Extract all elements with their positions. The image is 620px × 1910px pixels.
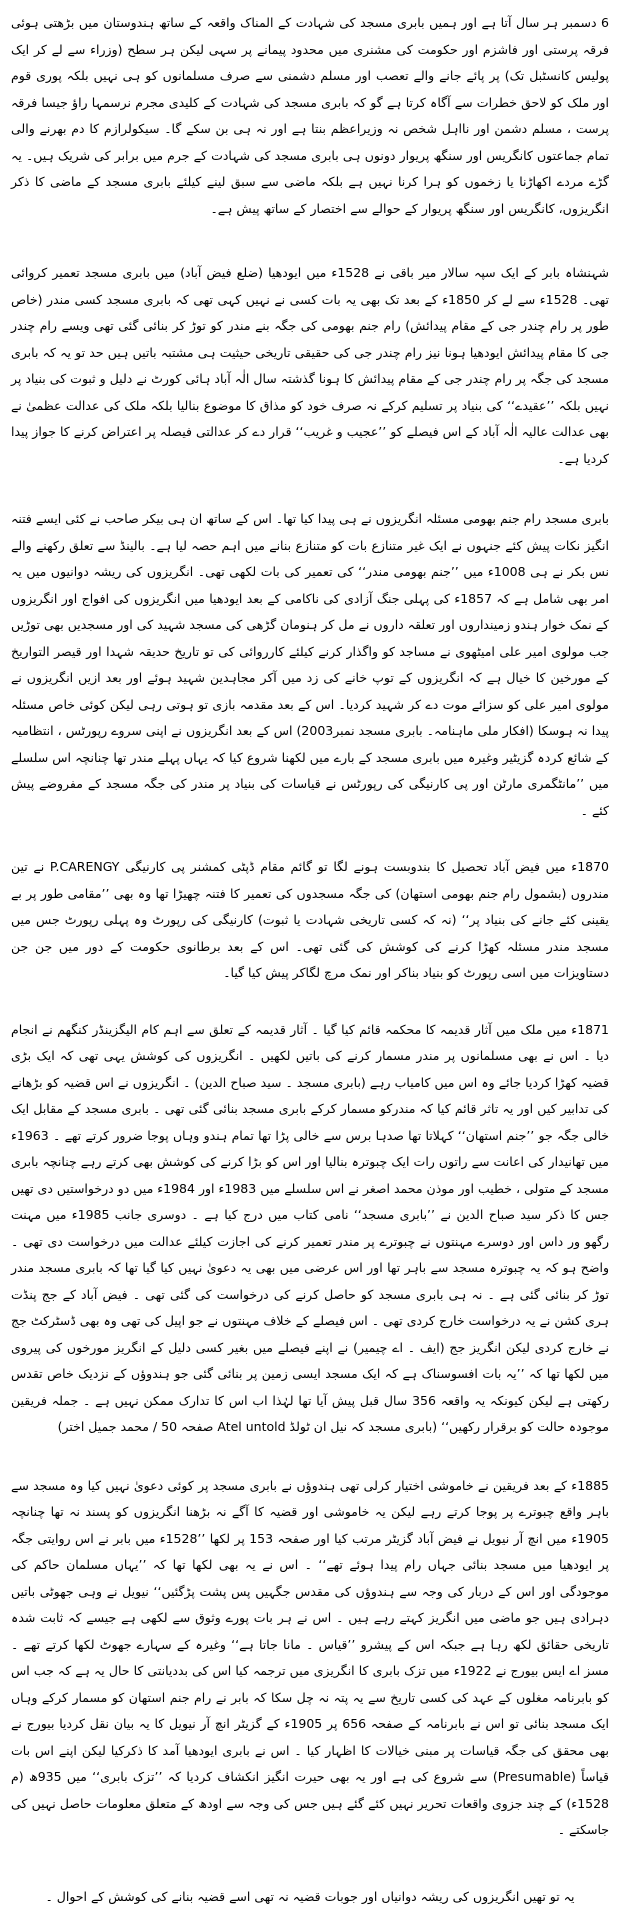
closing-line: یہ تو تھیں انگریزوں کی ریشہ دوانیاں اور جوبات قضیہ نہ تھی اسے قضیہ بنانے کی کوشش کے احوال ۔ (11, 1884, 609, 1910)
paragraph-1870-carnegy: 1870ء میں فیض آباد تحصیل کا بندوبست ہونے لگا تو گائم مقام ڈپٹی کمشنر پی کارنیگی P.CARENGY نے تین مندروں (بشمول رام جنم بھومی استھان) کی جگہ مسجدوں کی تعمیر کا فتنہ چھیڑا تھا وہ بھی ’’مقامی طور پر بے یقینی کئے جانے کی بنیاد پر‘‘ (نہ کہ کسی تاریخی شہادت یا ثبوت) کارنیگی کی رپورٹ وہ پہلی رپورٹ جس میں مسجد مندر مسئلہ کھڑا کرنے کی کوشش کی گئی تھی۔ اس کے بعد برطانوی حکومت کے دور میں جن جن دستاویزات میں اسی رپورٹ کو بنیاد بناکر اور نمک مرچ لگاکر پیش کیا گیا۔ (11, 854, 609, 987)
paragraph-1871-archaeology: 1871ء میں ملک میں آثار قدیمہ کا محکمہ قائم کیا گیا ۔ آثار قدیمہ کے تعلق سے اہم کام الیگزینڈر کنگھم نے انجام دیا ۔ اس نے بھی مسلمانوں پر مندر مسمار کرنے کی باتیں لکھیں ۔ انگریزوں کی کوشش یہی تھی کہ ایک بڑی قضیہ کھڑا کردیا جائے وہ اس میں کامیاب رہے (بابری مسجد ۔ سید صباح الدین) ۔ انگریزوں نے اس قضیہ کو بڑھانے کی تدابیر کیں اور یہ تاثر قائم کیا کہ مندرکو مسمار کرکے بابری مسجد بنائی گئی تھی ۔ بابری مسجد کے مقابل ایک خالی جگہ جو ’’جنم استھان‘‘ کہلاتا تھا صدہا برس سے خالی پڑا تھا تمام ہندو وہاں پوجا ضرور کرتے تھے ۔ 1963ء میں تھانیدار کی اعانت سے راتوں رات ایک چبوترہ بنالیا اور اس کو بڑا کرنے کی کوشش بھی کرتے رہے چنانچہ بابری مسجد کے متولی ، خطیب اور موذن محمد اصغر نے اس سلسلے میں 1983ء اور 1984ء میں دو درخواستیں دی تھیں جس کا ذکر سید صباح الدین نے ’’بابری مسجد‘‘ نامی کتاب میں درج کیا ہے ۔ دوسری جانب 1985ء میں مہنت رگھو ور داس اور دوسرے مہنتوں نے چبوترے پر مندر تعمیر کرنے کی اجازت کیلئے عدالت میں درخواست دی تھی ۔ واضح ہو کہ یہ چبوترہ مسجد سے باہر تھا اور اس عرضی میں بھی یہ دعویٰ نہیں کیا گیا تھا کہ بابری مسجد مندر توڑ کر بنائی گئی ہے ۔ نہ ہی بابری مسجد کو حاصل کرنے کی درخواست کی گئی تھی ۔ فیض آباد کے جج پنڈت ہری کشن نے یہ درخواست خارج کردی تھی ۔ اس فیصلے کے خلاف مہنتوں نے جو اپیل کی تھی وہ بھی ڈسٹرکٹ جج نے خارج کردی لیکن انگریز جج (ایف ۔ اے چیمیر) نے اپنے فیصلے میں بغیر کسی دلیل کے انگریز مورخوں کی پیروی میں لکھا تھا کہ ’’یہ بات افسوسناک ہے کہ ایک مسجد ایسی زمین پر بنائی گئی جو ہندوؤں کے نزدیک خاص تقدس رکھتی ہے لیکن کیونکہ یہ واقعہ 356 سال قبل پیش آیا تھا لہٰذا اب اس کا تدارک ممکن نہیں ہے ۔ جملہ فریقین موجودہ حالت کو برقرار رکھیں‘‘ (بابری مسجد کہ نیل ان ٹولڈ Atel untold صفحہ 50 / محمد جمیل اختر) (11, 1017, 609, 1441)
paragraph-1885-nevill: 1885ء کے بعد فریقین نے خاموشی اختیار کرلی تھی ہندوؤں نے بابری مسجد پر کوئی دعویٰ نہیں کیا وہ مسجد سے باہر واقع چبوترے پر پوجا کرتے رہے لیکن یہ خاموشی اور قضیہ کا آگے نہ بڑھنا انگریزوں کو پسند نہ تھا چنانچہ 1905ء میں انچ آر نیویل نے فیض آباد گزیٹر مرتب کیا اور صفحہ 153 پر لکھا ’’1528ء میں بابر نے اس روایتی جگہ پر ایودھیا میں مسجد بنائی جہاں رام پیدا ہوئے تھے‘‘ ۔ اس نے یہ بھی لکھا تھا کہ ’’یہاں مسلمان حاکم کی موجودگی اور اس کے دربار کی وجہ سے ہندوؤں کی مقدس جگہیں پس پشت پڑگئیں‘‘ نیویل نے وہی جھوٹی باتیں دہرادی ہیں جو ماضی میں انگریز کہتے رہے ہیں ۔ اس نے ہر بات پورے وثوق سے لکھی ہے جیسے کہ ثابت شدہ تاریخی حقائق لکھ رہا ہے جبکہ اس کے پیشرو ’’قیاس ۔ مانا جاتا ہے‘‘ وغیرہ کے سہارے جھوٹ لکھا کرتے تھے ۔ مسز اے ایس بیورج نے 1922ء میں تزک بابری کا انگریزی میں ترجمہ کیا اس کی بددیانتی کا حال یہ ہے کہ جب اس کو بابرنامہ مغلوں کے عہد کی کسی تاریخ سے یہ پتہ نہ چل سکا کہ بابر نے رام جنم استھان کو مسمار کرکے وہاں ایک مسجد بنائی تو اس نے بابرنامہ کے صفحہ 656 پر 1905ء کے گزیٹر انچ آر نیویل کا یہ بیان نقل کردیا بیورج نے بھی محقق کی جگہ قیاسات پر مبنی خیالات کا اظہار کیا ۔ اس نے بابری ایودھیا آمد کا ذکرکیا لیکن اپنے اس بات قیاساً (Presumable) سے شروع کی ہے اور یہ بھی حیرت انگیز انکشاف کردیا کہ ’’تزک بابری‘‘ میں 935ھ (م 1528ء) کے چند جزوی واقعات تحریر نہیں کئے گئے ہیں جس کی وجہ سے اودھ کے متعلق معلومات حاصل نہیں کی جاسکتے ۔ (11, 1473, 609, 1844)
paragraph-babur-mir-baqi: شہنشاہ بابر کے ایک سپہ سالار میر باقی نے 1528ء میں ایودھیا (ضلع فیض آباد) میں بابری مسجد تعمیر کروائی تھی۔ 1528ء سے لے کر 1850ء کے بعد تک بھی یہ بات کسی نے نہیں کہی تھی کہ بابری مسجد کسی مندر (خاص طور پر رام چندر جی کے مقام پیدائش) رام جنم بھومی کی جگہ بنے مندر کو توڑ کر بنائی گئی تھی ویسے رام چندر جی کا مقام پیدائش ایودھیا ہونا نیز رام چندر جی کی حقیقی تاریخی حیثیت ہی مشتبہ باتیں ہیں حد تو یہ کہ بابری مسجد کی جگہ پر رام چندر جی کے مقام پیدائش کا ہونا گذشتہ سال الٰہ آباد ہائی کورٹ نے دلیل و ثبوت کی بنیاد پر نہیں بلکہ ’’عقیدے‘‘ کی بنیاد پر تسلیم کرکے نہ صرف خود کو مذاق کا موضوع بنالیا بلکہ ملک کی عدالت عظمیٰ نے بھی عدالت عالیہ الٰہ آباد کے اس فیصلے کو ’’عجیب و غریب‘‘ قرار دے کر عدالتی فیصلہ پر اعتراض کرنے کا جواز پیدا کردیا ہے۔ (11, 260, 609, 472)
paragraph-intro-december-6: 6 دسمبر ہر سال آتا ہے اور ہمیں بابری مسجد کی شہادت کے المناک واقعہ کے ساتھ ہندوستان میں بڑھتی ہوئی فرقہ پرستی اور فاشزم اور حکومت کی مشنری میں محدود پیمانے پر سہی لیکن ہر سطح (وزراء سے لے کر ایک پولیس کانسٹبل تک) پر پائے جانے والے تعصب اور مسلم دشمنی سے صرف مسلمانوں کو ہی نہیں بلکہ پوری قوم اور ملک کو لاحق خطرات سے آگاہ کرتا ہے گو کہ بابری مسجد کی شہادت کے کلیدی مجرم نرسمہا راؤ جیسا فرقہ پرست ، مسلم دشمن اور نااہل شخص نہ وزیراعظم بنتا ہے اور نہ ہی بن سکے گا۔ سیکولرازم کا دم بھرنے والی تمام جماعتوں کانگریس اور سنگھ پریوار دونوں ہی بابری مسجد کی شہادت کے جرم میں برابر کی شریک ہیں۔ یہ گڑے مردے اکھاڑنا یا زخموں کو ہرا کرنا نہیں ہے بلکہ ماضی سے سبق لینے کیلئے بابری مسجد کے ماضی کا ذکر انگریزوں، کانگریس اور سنگھ پریوار کے حوالے سے اختصار کے ساتھ پیش ہے۔ (11, 10, 609, 222)
paragraph-british-role: بابری مسجد رام جنم بھومی مسئلہ انگریزوں نے ہی پیدا کیا تھا۔ اس کے ساتھ ان ہی بیکر صاحب نے کئی ایسے فتنہ انگیز نکات پیش کئے جنہوں نے ایک غیر متنازع بات کو متنازع بنانے میں اہم حصہ لیا ہے۔ بالینڈ سے تعلق رکھنے والے نس بکر نے ہی 1008ء میں ’’جنم بھومی مندر‘‘ کی تعمیر کی بات لکھی تھی۔ انگریزوں کی ریشہ دوانیوں میں یہ امر بھی شامل ہے کہ 1857ء کی پہلی جنگ آزادی کی ناکامی کے بعد ایودھیا میں انگریزوں کی افواج اور انگریزوں کے نمک خوار ہندو زمینداروں اور تعلقہ داروں نے مل کر ہنومان گڑھی کی مسجد شہید کی اور مسجدیں بھی توڑیں جب مولوی امیر علی امیٹھوی نے مساجد کو واگذار کرنے کیلئے کارروائی کی تو تاریخ حدیقہ شہدا اور قیصر التواریخ کے مورخین کا خیال ہے کہ انگریزوں کے توپ خانے کی زد میں آکر مجاہدین شہید ہوئے اور بعد ازیں انگریزوں نے مولوی امیر علی کو سزائے موت دے کر شہید کردیا۔ اس کے بعد مقدمہ بازی تو ہوتی رہی لیکن کوئی خاص مسئلہ پیدا نہ ہوسکا (افکار ملی ماہنامہ۔ بابری مسجد نمبر2003) اس کے بعد انگریزوں نے اپنی سروے رپورٹس ، انتظامیہ کے شائع کردہ گزیٹیر وغیرہ میں بابری مسجد کے بارے میں لکھنا شروع کیا کہ یہاں پہلے مندر تھا چنانچہ اس سلسلے میں ’’مانٹگمری مارٹن اور پی کارنیگی کی رپورٹس نے قیاسات کی بنیاد پر مندر کی جگہ مسجد کے مفروضے پیش کئے ۔ (11, 506, 609, 824)
